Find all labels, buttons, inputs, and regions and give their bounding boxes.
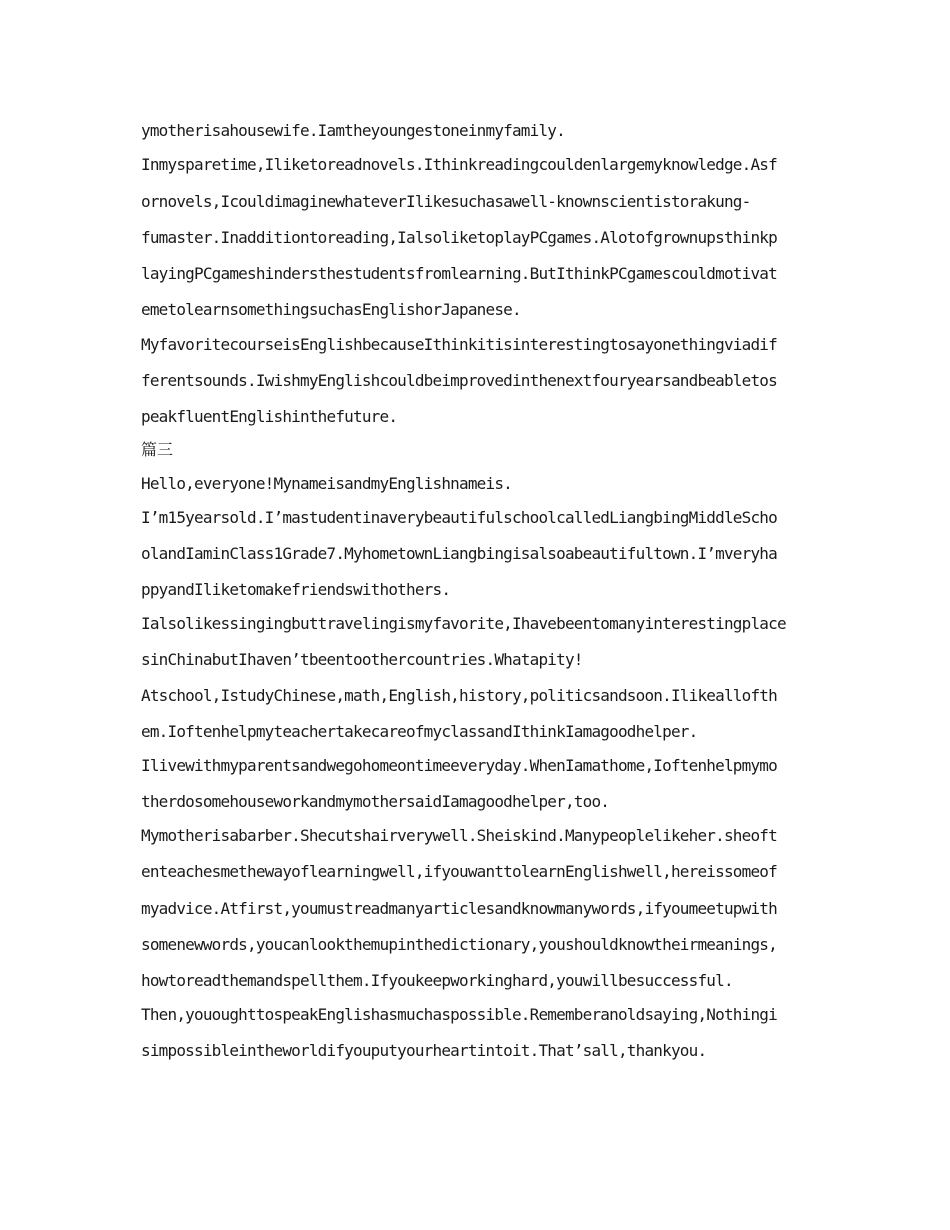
text-line: therdosomehouseworkandmymothersaidIamagoodhelper,too. bbox=[141, 792, 610, 811]
text-line: Ilivewithmyparentsandwegohomeontimeeveryday.WhenIamathome,Ioftenhelpmymo bbox=[141, 756, 777, 775]
text-line: ferentsounds.IwishmyEnglishcouldbeimprovedinthenextfouryearsandbeabletos bbox=[141, 371, 777, 390]
text-line: peakfluentEnglishinthefuture. bbox=[141, 407, 398, 426]
text-line: sinChinabutIhaven’tbeentoothercountries.Whatapity! bbox=[141, 650, 583, 669]
text-line: howtoreadthemandspellthem.Ifyoukeepworkinghard,youwillbesuccessful. bbox=[141, 971, 733, 990]
text-line: ppyandIliketomakefriendswithothers. bbox=[141, 580, 451, 599]
text-line: Hello,everyone!MynameisandmyEnglishnameis. bbox=[141, 474, 512, 493]
text-line: emetolearnsomethingsuchasEnglishorJapanese. bbox=[141, 300, 521, 319]
text-line: Then,yououghttospeakEnglishasmuchaspossible.Rememberanoldsaying,Nothingi bbox=[141, 1005, 777, 1024]
text-line: em.IoftenhelpmyteachertakecareofmyclassandIthinkIamagoodhelper. bbox=[141, 722, 698, 741]
text-line: olandIaminClass1Grade7.MyhometownLiangbingisalsoabeautifultown.I’mveryha bbox=[141, 544, 777, 563]
text-line: enteachesmethewayoflearningwell,ifyouwanttolearnEnglishwell,hereissomeof bbox=[141, 862, 777, 881]
text-line: Ialsolikessingingbuttravelingismyfavorite,Ihavebeentomanyinterestingplace bbox=[141, 614, 786, 633]
text-line: myadvice.Atfirst,youmustreadmanyarticlesandknowmanywords,ifyoumeetupwith bbox=[141, 899, 777, 918]
text-line: MyfavoritecourseisEnglishbecauseIthinkitisinterestingtosayonethingviadif bbox=[141, 335, 777, 354]
text-line: Inmysparetime,Iliketoreadnovels.Ithinkreadingcouldenlargemyknowledge.Asf bbox=[141, 155, 777, 174]
section-heading: 篇三 bbox=[141, 440, 174, 459]
text-line: ornovels,IcouldimaginewhateverIlikesuchasawell-knownscientistorakung- bbox=[141, 192, 751, 211]
text-line: Mymotherisabarber.Shecutshairverywell.Sheiskind.Manypeoplelikeher.sheoft bbox=[141, 826, 777, 845]
text-line: fumaster.Inadditiontoreading,IalsoliketoplayPCgames.Alotofgrownupsthinkp bbox=[141, 228, 777, 247]
text-line: somenewwords,youcanlookthemupinthedictionary,youshouldknowtheirmeanings, bbox=[141, 935, 777, 954]
text-line: Atschool,IstudyChinese,math,English,history,politicsandsoon.Ilikeallofth bbox=[141, 686, 777, 705]
text-line: simpossibleintheworldifyouputyourheartintoit.That’sall,thankyou. bbox=[141, 1041, 707, 1060]
text-line: I’m15yearsold.I’mastudentinaverybeautifulschoolcalledLiangbingMiddleScho bbox=[141, 508, 777, 527]
text-line: layingPCgameshindersthestudentsfromlearning.ButIthinkPCgamescouldmotivat bbox=[141, 264, 777, 283]
text-line: ymotherisahousewife.Iamtheyoungestoneinmyfamily. bbox=[141, 121, 565, 140]
